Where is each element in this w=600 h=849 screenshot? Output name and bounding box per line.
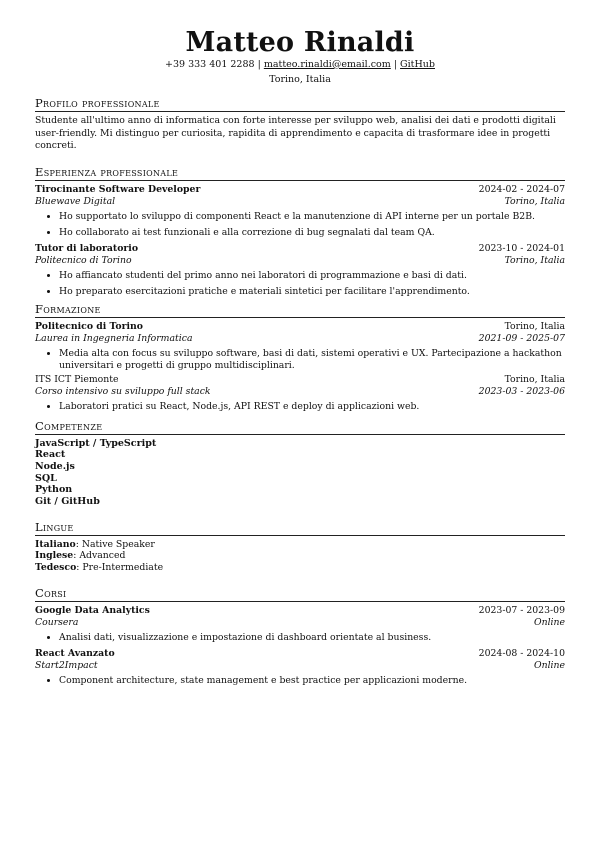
bullet-item: • Analisi dati, visualizzazione e impostazione di dashboard orientate al business.: [59, 632, 565, 644]
bullet-item: • Component architecture, state management e best practice per applicazioni moderne.: [59, 675, 565, 687]
course-name: React Avanzato: [35, 647, 115, 659]
job-location: Torino, Italia: [504, 254, 565, 266]
course-dates: 2024-08 - 2024-10: [478, 647, 565, 659]
language-item: Tedesco: Pre-Intermediate: [35, 562, 164, 574]
education-bullets: [35, 348, 565, 372]
education-dates: 2023-03 - 2023-06: [478, 385, 565, 397]
experience-section: [35, 165, 565, 298]
language-item: Inglese: Advanced: [35, 550, 126, 562]
skill-item: Git / GitHub: [35, 496, 100, 508]
course-bullets: [35, 675, 565, 687]
education-entry: [35, 321, 565, 372]
skill-item: Python: [35, 484, 73, 496]
experience-entry: [35, 184, 565, 239]
education-entry: [35, 374, 565, 413]
email-link[interactable]: matteo.rinaldi@email.com: [263, 59, 391, 70]
language-level: Advanced: [79, 550, 126, 562]
language-level: Native Speaker: [81, 538, 155, 550]
course-dates: 2023-07 - 2023-09: [478, 604, 565, 616]
section-title: Competenze: [35, 419, 565, 435]
section-title: Profilo professionale: [35, 96, 565, 112]
degree-name: Laurea in Ingegneria Informatica: [35, 332, 193, 344]
section-title: Lingue: [35, 520, 565, 536]
contact-line: [35, 59, 565, 71]
experience-entry: [35, 243, 565, 298]
school-location: Torino, Italia: [504, 320, 565, 332]
candidate-name: Matteo Rinaldi: [185, 27, 415, 58]
language-name: Italiano: [35, 538, 76, 550]
github-link[interactable]: GitHub: [400, 59, 435, 70]
language-name: Inglese: [35, 550, 74, 562]
job-dates: 2024-02 - 2024-07: [478, 183, 565, 195]
skills-section: [35, 419, 565, 508]
job-dates: 2023-10 - 2024-01: [478, 242, 565, 254]
course-name: Google Data Analytics: [35, 604, 150, 616]
job-role: Tirocinante Software Developer: [35, 183, 201, 195]
education-dates: 2021-09 - 2025-07: [478, 332, 565, 344]
job-location: Torino, Italia: [504, 195, 565, 207]
contact-separator: |: [254, 59, 264, 70]
course-entry: [35, 605, 565, 644]
language-name: Tedesco: [35, 562, 77, 574]
bullet-item: • Laboratori pratici su React, Node.js, API REST e deploy di applicazioni web.: [59, 401, 565, 413]
job-company: Politecnico di Torino: [35, 254, 132, 266]
job-bullets: [35, 211, 565, 239]
education-bullets: [35, 401, 565, 413]
profile-section: [35, 96, 565, 153]
skill-item: JavaScript / TypeScript: [35, 437, 157, 449]
section-title: Corsi: [35, 586, 565, 602]
course-provider: Coursera: [35, 616, 79, 628]
school-location: Torino, Italia: [504, 373, 565, 385]
languages-section: [35, 520, 565, 574]
degree-name: Corso intensivo su sviluppo full stack: [35, 385, 211, 397]
profile-summary: Studente all'ultimo anno di informatica con forte interesse per sviluppo web, analisi dei dati e prodotti digitali user-friendly. Mi distinguo per curiosita, rapidita di apprendimento e capacita di trasformare idee in progetti concreti.: [35, 115, 556, 151]
location: Torino, Italia: [269, 74, 331, 85]
school-name: ITS ICT Piemonte: [35, 373, 119, 385]
job-bullets: [35, 270, 565, 298]
resume-content: [35, 28, 565, 691]
course-mode: Online: [533, 616, 565, 628]
course-provider: Start2Impact: [35, 659, 98, 671]
section-title: Esperienza professionale: [35, 165, 565, 181]
phone-number: +39 333 401 2288: [165, 59, 255, 70]
courses-section: [35, 586, 565, 687]
bullet-item: • Ho collaborato ai test funzionali e alla correzione di bug segnalati dal team QA.: [59, 227, 565, 239]
language-item: Italiano: Native Speaker: [35, 538, 155, 550]
bullet-item: • Ho affiancato studenti del primo anno nei laboratori di programmazione e basi di dati.: [59, 270, 565, 282]
job-company: Bluewave Digital: [35, 195, 116, 207]
section-title: Formazione: [35, 302, 565, 318]
language-level: Pre-Intermediate: [82, 562, 164, 574]
course-mode: Online: [533, 659, 565, 671]
bullet-item: • Ho supportato lo sviluppo di componenti React e la manutenzione di API interne per un portale B2B.: [59, 211, 565, 223]
course-entry: [35, 648, 565, 687]
skill-item: React: [35, 449, 66, 461]
bullet-item: • Ho preparato esercitazioni pratiche e materiali sintetici per facilitare l'apprendimento.: [59, 286, 565, 298]
course-bullets: [35, 632, 565, 644]
education-section: [35, 302, 565, 413]
bullet-item: • Media alta con focus su sviluppo software, basi di dati, sistemi operativi e UX. Partecipazione a hackathon universitari e progetti di gruppo multidisciplinari.: [59, 348, 565, 372]
skill-item: SQL: [35, 472, 57, 484]
job-role: Tutor di laboratorio: [35, 242, 139, 254]
school-name: Politecnico di Torino: [35, 320, 143, 332]
skill-item: Node.js: [35, 460, 75, 472]
contact-separator: |: [390, 59, 401, 70]
